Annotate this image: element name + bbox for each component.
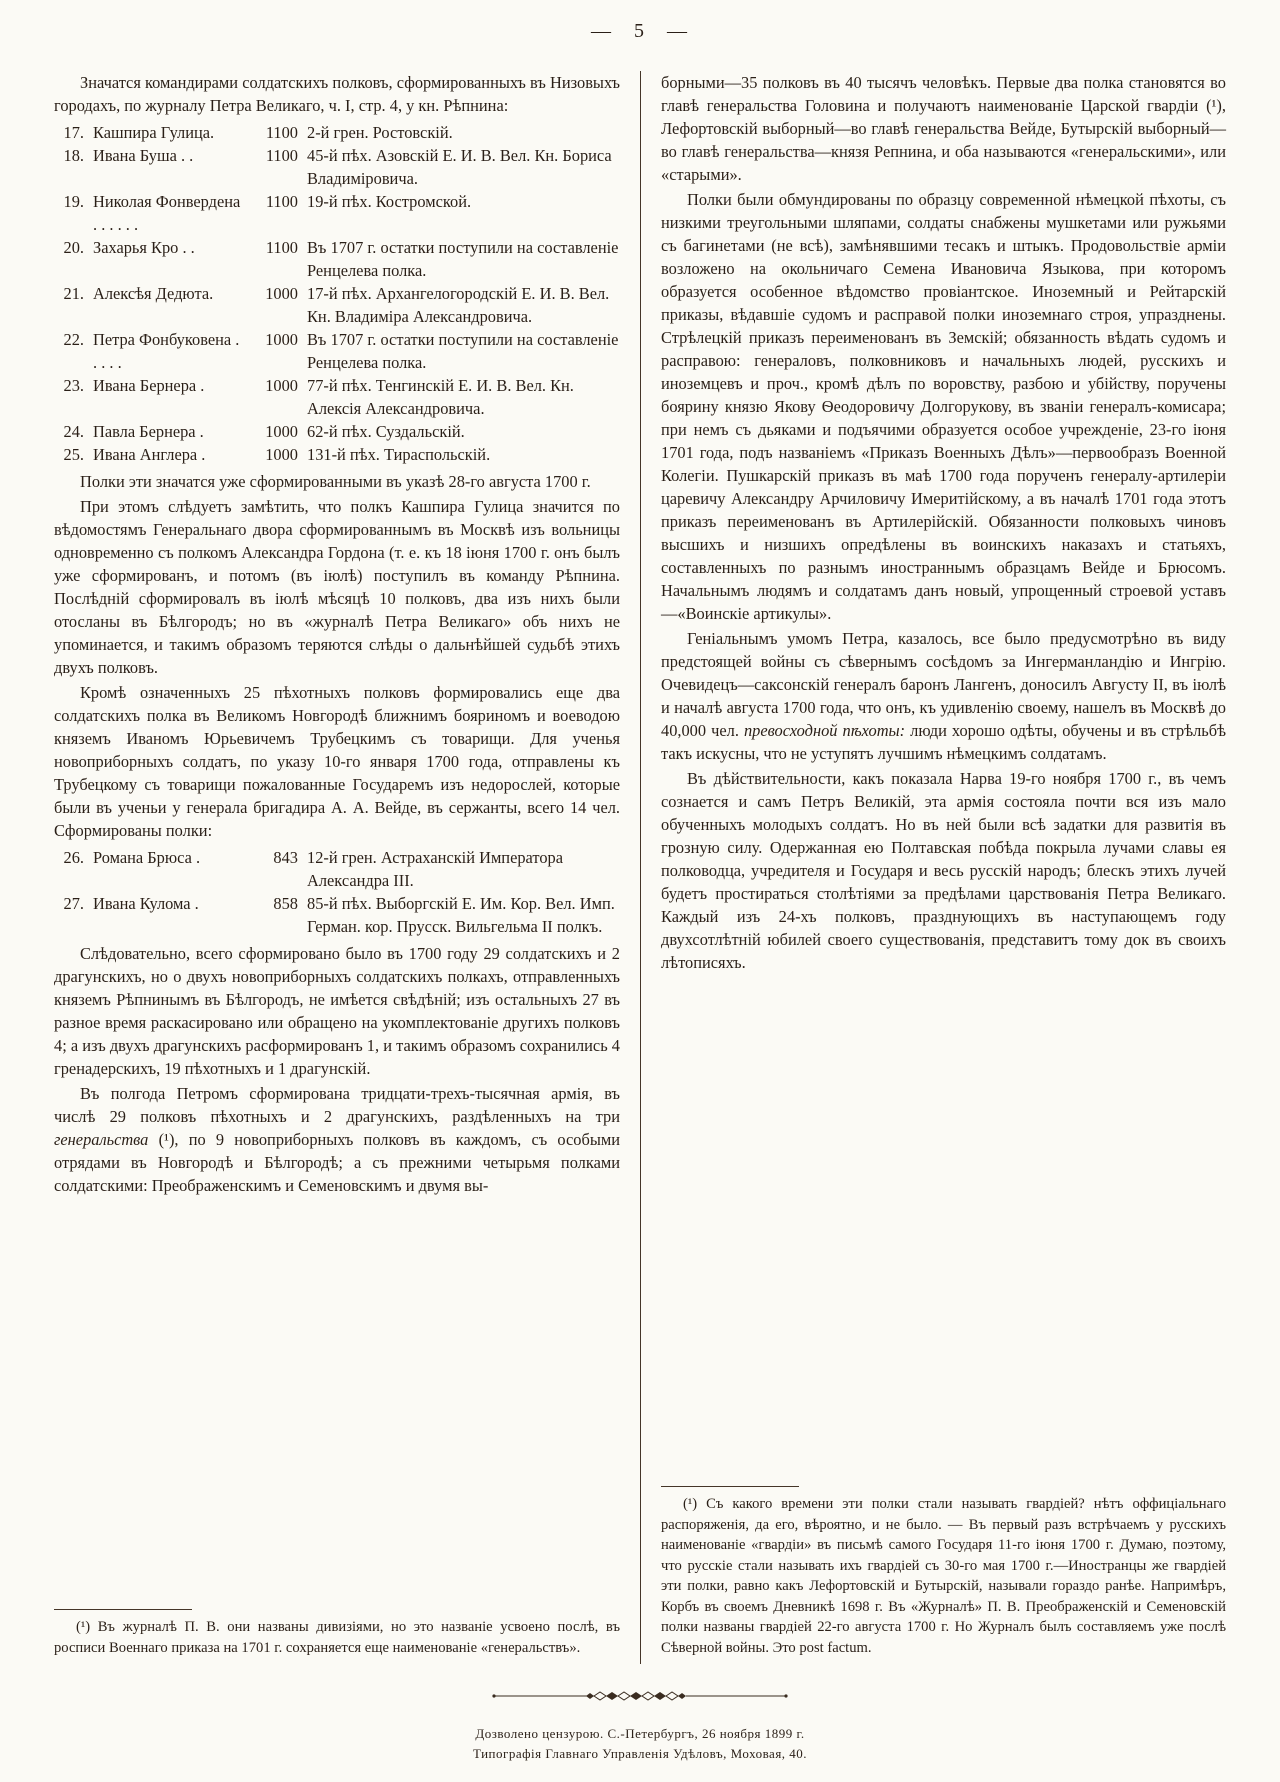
regiment-fate: 62-й пѣх. Суздальскій. bbox=[307, 422, 465, 441]
page-footer bbox=[54, 1664, 1226, 1782]
regiment-fate: 45-й пѣх. Азовскій Е. И. В. Вел. Кн. Бориса Владиміровича. bbox=[307, 146, 612, 188]
regiment-strength: 1100 bbox=[265, 192, 298, 211]
regiment-commander: Ивана Буша . . bbox=[93, 146, 194, 165]
regiment-number: 24. bbox=[63, 422, 84, 441]
page-number: — 5 — bbox=[591, 20, 689, 42]
regiment-strength: 1000 bbox=[265, 376, 298, 395]
regiment-fate: 17-й пѣх. Архангелогородскій Е. И. В. Вел. Кн. Владиміра Александровича. bbox=[307, 284, 610, 326]
regiment-row bbox=[54, 328, 620, 374]
regiment-number: 26. bbox=[63, 848, 84, 867]
text-segment: Геніальнымъ умомъ Петра, казалось, все было предусмотрѣно въ виду предстоящей войны съ сѣвернымъ сосѣдомъ за Ингерманландію и Ингрію. Очевидецъ—саксонскій генералъ баронъ Лангенъ, доносилъ Августу II, въ іюлѣ и началѣ августа 1700 года, что онъ, къ удивленію своему, нашелъ въ Москвѣ до 40,000 чел. bbox=[661, 629, 1226, 740]
regiment-commander: Павла Бернера . bbox=[93, 422, 204, 441]
left-column bbox=[54, 71, 640, 1664]
regiment-strength: 843 bbox=[273, 848, 298, 867]
printer-line: Типографія Главнаго Управленія Удѣловъ, Моховая, 40. bbox=[472, 1746, 808, 1761]
regiment-commander: Ивана Кулома . bbox=[93, 894, 199, 913]
censor-line: Дозволено цензурою. С.-Петербургъ, 26 ноября 1899 г. bbox=[475, 1726, 805, 1741]
regiment-number: 19. bbox=[63, 192, 84, 211]
regiment-number: 22. bbox=[63, 330, 84, 349]
regiment-row bbox=[54, 443, 620, 466]
paragraph: Въ дѣйствительности, какъ показала Нарва 19-го ноября 1700 г., въ чемъ сознается и самъ Петръ Великій, эта армія состояла почти вся изъ мало обученныхъ молодыхъ солдатъ. Но въ ней были всѣ задатки для развитія въ грозную силу. Одержанная ею Полтавская побѣда покрыла лучами славы ея полководца, учредителя и Государя и весь русскій народъ; блескъ этихъ лучей будетъ простираться столѣтіями за предѣлами царствованія Петра Великаго. Каждый изъ 24-хъ полковъ, празднующихъ въ наступающемъ году двухсотлѣтній юбилей своего существованія, представитъ тому док въ своихъ лѣтописяхъ. bbox=[661, 769, 1226, 972]
footnote-left bbox=[54, 1597, 620, 1664]
regiment-commander: Петра Фонбуковена . . . . . bbox=[93, 330, 240, 372]
paragraph: Слѣдовательно, всего сформировано было въ 1700 году 29 солдатскихъ и 2 драгунскихъ, но о двухъ новоприборныхъ солдатскихъ полкахъ, отправленныхъ княземъ Рѣпнинымъ въ Бѣлгородъ, не имѣется свѣдѣній; изъ остальныхъ 27 въ разное время раскасировано или обращено на укомплектованіе другихъ полковъ 4; а изъ двухъ драгунскихъ расформированъ 1, и такимъ образомъ сохранились 4 гренадерскихъ, 19 пѣхотныхъ и 1 драгунскій. bbox=[54, 944, 620, 1078]
ornament-divider bbox=[490, 1688, 790, 1704]
paragraph: борными—35 полковъ въ 40 тысячъ человѣкъ. Первые два полка становятся во главѣ генеральства Головина и получаютъ наименованіе Царской гвардіи (¹), Лефортовскій выборный—во главѣ генеральства Вейде, Бутырскій выборный—во главѣ генеральства—князя Репнина, и оба называются «генеральскими», или «старыми». bbox=[661, 73, 1226, 184]
paragraph: Кромѣ означенныхъ 25 пѣхотныхъ полковъ формировались еще два солдатскихъ полка въ Великомъ Новгородѣ ближнимъ бояриномъ и воеводою княземъ Иваномъ Юрьевичемъ Трубецкимъ съ товарищи. Для ученья новоприборныхъ солдатъ, по указу 10-го января 1700 года, отправлены къ Трубецкому съ товарищи пожалованные Государемъ изъ недорослей, которые были въ ученьи у генерала бригадира А. А. Вейде, въ сержанты, всего 14 чел. Сформированы полки: bbox=[54, 683, 620, 840]
regiment-row bbox=[54, 236, 620, 282]
regiment-number: 17. bbox=[63, 123, 84, 142]
footnote-rule bbox=[661, 1486, 799, 1487]
regiment-row bbox=[54, 144, 620, 190]
regiment-row bbox=[54, 282, 620, 328]
right-column bbox=[640, 71, 1226, 1664]
regiment-fate: 131-й пѣх. Тираспольскій. bbox=[307, 445, 491, 464]
regiment-row bbox=[54, 374, 620, 420]
regiment-strength: 1100 bbox=[265, 123, 298, 142]
regiment-number: 27. bbox=[63, 894, 84, 913]
regiment-strength: 1100 bbox=[265, 146, 298, 165]
paragraph: Значатся командирами солдатскихъ полковъ, сформированныхъ въ Низовыхъ городахъ, по журналу Петра Великаго, ч. I, стр. 4, у кн. Рѣпнина: bbox=[54, 73, 620, 115]
regiment-strength: 1000 bbox=[265, 330, 298, 349]
regiment-row bbox=[54, 846, 620, 892]
regiment-number: 20. bbox=[63, 238, 84, 257]
regiment-commander: Алексѣя Дедюта. bbox=[93, 284, 214, 303]
regiment-commander: Захарья Кро . . bbox=[93, 238, 195, 257]
regiment-number: 23. bbox=[63, 376, 84, 395]
paragraph: При этомъ слѣдуетъ замѣтить, что полкъ Кашпира Гулица значится по вѣдомостямъ Генеральнаго двора сформированнымъ въ Москвѣ изъ вольницы одновременно съ полкомъ Александра Гордона (т. е. къ 18 іюня 1700 г. онъ былъ уже сформированъ, и потомъ (въ іюлѣ) поступилъ въ команду Рѣпнина. Послѣдній сформировалъ въ іюлѣ мѣсяцѣ 10 полковъ, два изъ нихъ были отосланы въ Бѣлгородъ; но въ «журналѣ Петра Великаго» объ нихъ не упоминается, и такимъ образомъ теряются слѣды о дальнѣйшей судьбѣ этихъ двухъ полковъ. bbox=[54, 497, 620, 677]
text-segment: Въ полгода Петромъ сформирована тридцати-трехъ-тысячная армія, въ числѣ 29 полковъ пѣхотныхъ и 2 драгунскихъ, раздѣленныхъ на три bbox=[54, 1084, 620, 1126]
paragraph: Полки были обмундированы по образцу современной нѣмецкой пѣхоты, съ низкими треугольными шляпами, солдаты снабжены мушкетами или ружьями съ багинетами (не всѣ), замѣнявшими тесакъ и штыкъ. Продовольствіе арміи возложено на окольничаго Семена Ивановича Языкова, при которомъ образуется особенное вѣдомство провіантское. Иноземный и Рейтарскій приказы, вѣдавшіе судомъ и расправой полки иноземнаго строя, упразднены. Стрѣлецкій приказъ переименованъ въ Земскій; обязанность вѣдать судомъ и расправою: генераловъ, полковниковъ и начальныхъ людей, русскихъ и иноземцевъ и проч., кромѣ дѣлъ по воровству, разбою и убійству, поручены боярину князю Якову Ѳеодоровичу Долгорукову, въ званіи генералъ-комисара; при немъ съ дьяками и подъячими образуется особое учрежденіе, 23-го іюня 1701 года, подъ названіемъ «Приказъ Военныхъ Дѣлъ»—первообразъ Военной Колегіи. Пушкарскій приказъ въ маѣ 1700 года порученъ генералу-артилеріи царевичу Александру Арчиловичу Имеритійскому, а въ началѣ 1701 года этотъ приказъ переименованъ въ Артилерійскій. Обязанности полковыхъ чиновъ высшихъ и низшихъ опредѣлены въ воинскихъ наказахъ и статьяхъ, составленныхъ по разнымъ иностраннымъ образцамъ Вейде и Брюсомъ. Начальнымъ людямъ и солдатамъ данъ новый, упрощенный строевой уставъ—«Воинскіе артикулы». bbox=[661, 190, 1226, 623]
footnote-text: (¹) Въ журналѣ П. В. они названы дивизіями, но это названіе усвоено послѣ, въ росписи Военнаго приказа на 1701 г. сохраняется еще наименованіе «генеральствъ». bbox=[54, 1619, 620, 1656]
regiment-row bbox=[54, 420, 620, 443]
footnote-rule bbox=[54, 1609, 192, 1610]
italic-text: генеральства bbox=[54, 1130, 149, 1149]
regiment-number: 18. bbox=[63, 146, 84, 165]
regiment-number: 21. bbox=[63, 284, 84, 303]
regiment-fate: 85-й пѣх. Выборгскій Е. Им. Кор. Вел. Имп. Герман. кор. Прусск. Вильгельма II полкъ. bbox=[307, 894, 615, 936]
regiment-strength: 1000 bbox=[265, 422, 298, 441]
text-segment: (¹), по 9 новоприборныхъ полковъ въ каждомъ, съ особыми отрядами въ Новгородѣ и Бѣлгородѣ; а съ прежними четырьмя полками солдатскими: Преображенскимъ и Семеновскимъ и двумя вы- bbox=[54, 1130, 620, 1195]
italic-text: превосходной пѣхоты: bbox=[743, 721, 906, 740]
regiment-row bbox=[54, 190, 620, 236]
paragraph: Полки эти значатся уже сформированными въ указѣ 28-го августа 1700 г. bbox=[80, 472, 591, 491]
regiment-fate: 2-й грен. Ростовскій. bbox=[307, 123, 453, 142]
regiment-fate: Въ 1707 г. остатки поступили на составленіе Ренцелева полка. bbox=[307, 238, 619, 280]
regiment-strength: 1000 bbox=[265, 445, 298, 464]
regiment-list-1 bbox=[54, 121, 620, 466]
regiment-commander: Романа Брюса . bbox=[93, 848, 201, 867]
regiment-commander: Ивана Бернера . bbox=[93, 376, 205, 395]
regiment-commander: Ивана Англера . bbox=[93, 445, 206, 464]
regiment-strength: 858 bbox=[273, 894, 298, 913]
footnote-text: (¹) Съ какого времени эти полки стали называть гвардіей? нѣтъ оффиціальнаго распоряженія, да его, вѣроятно, и не было. — Въ первый разъ встрѣчаемъ у русскихъ наименованіе «гвардіи» въ письмѣ самого Государя 11-го іюня 1700 г. Думаю, поэтому, что русскіе стали называть ихъ гвардіей съ 30-го мая 1700 г.—Иностранцы же гвардіей эти полки, равно какъ Лефортовскій и Бутырскій, называли гораздо ранѣе. Напримѣръ, Корбъ въ своемъ Дневникѣ 1698 г. Въ «Журналѣ» П. В. Преображенскій и Семеновскій полки названы гвардіей 22-го августа 1700 г. Но Журналъ былъ составляемъ уже послѣ Сѣверной войны. Это post factum. bbox=[661, 1496, 1226, 1656]
regiment-fate: 19-й пѣх. Костромской. bbox=[307, 192, 472, 211]
regiment-fate: 77-й пѣх. Тенгинскій Е. И. В. Вел. Кн. Алексія Александровича. bbox=[307, 376, 574, 418]
regiment-strength: 1000 bbox=[265, 284, 298, 303]
regiment-strength: 1100 bbox=[265, 238, 298, 257]
paragraph bbox=[661, 627, 1226, 765]
regiment-row bbox=[54, 121, 620, 144]
regiment-fate: 12-й грен. Астраханскій Императора Александра III. bbox=[307, 848, 564, 890]
regiment-commander: Кашпира Гулица. bbox=[93, 123, 215, 142]
regiment-number: 25. bbox=[63, 445, 84, 464]
regiment-fate: Въ 1707 г. остатки поступили на составленіе Ренцелева полка. bbox=[307, 330, 619, 372]
regiment-commander: Николая Фонвердена . . . . . . bbox=[93, 192, 241, 234]
regiment-row bbox=[54, 892, 620, 938]
text-columns bbox=[54, 71, 1226, 1664]
regiment-list-2 bbox=[54, 846, 620, 938]
paragraph bbox=[54, 1082, 620, 1197]
footnote-right bbox=[661, 1474, 1226, 1664]
text-segment: люди хорошо одѣты, обучены и въ стрѣльбѣ такъ искусны, что не уступятъ лучшимъ нѣмецкимъ солдатамъ. bbox=[661, 721, 1226, 763]
